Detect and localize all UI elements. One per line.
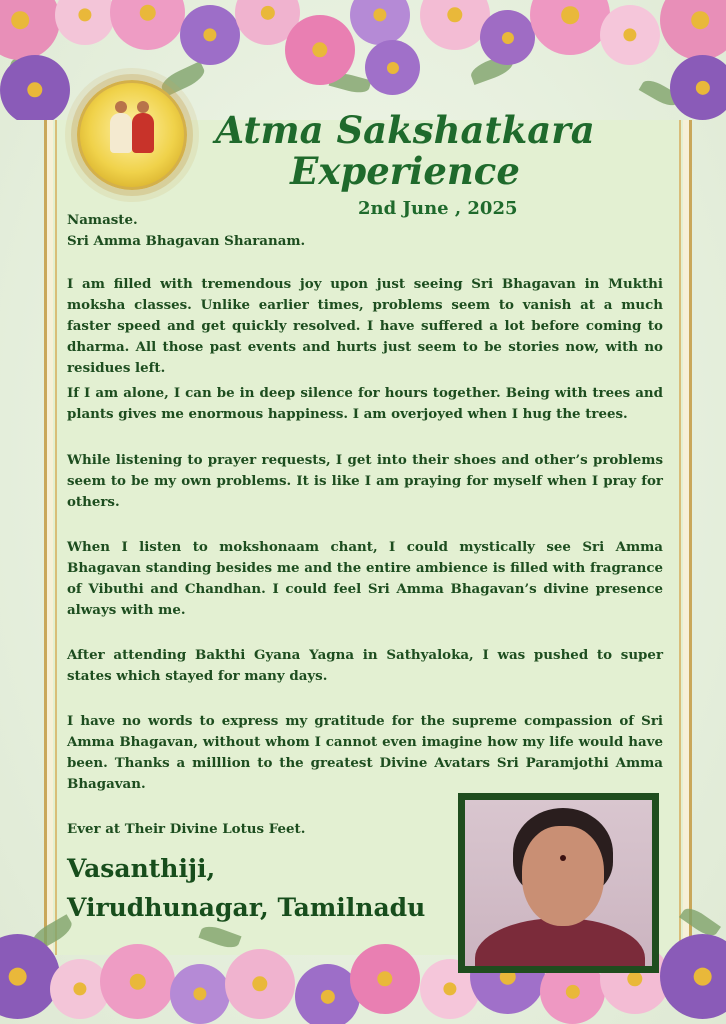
closing-text: Ever at Their Divine Lotus Feet. xyxy=(67,821,306,837)
greeting xyxy=(67,210,663,252)
paragraph xyxy=(67,450,663,513)
date-text: 2nd June , 2025 xyxy=(358,198,518,219)
page-title: Atma Sakshatkara xyxy=(215,108,595,152)
paragraph-text: When I listen to mokshonaam chant, I could mystically see Sri Amma Bhagavan standing besides me and the entire ambience is filled with fragrance of Vibuthi and Chandhan. I could feel Sri Amma Bhagavan’s divine presence always with me. xyxy=(67,539,663,618)
paragraph-text: I have no words to express my gratitude for the supreme compassion of Sri Amma Bhagavan, without whom I cannot even imagine how my life would have been. Thanks a milllion to the greatest Divine Avatars Sri Paramjothi Amma Bhagavan. xyxy=(67,713,663,792)
frame-line-left xyxy=(55,120,57,955)
frame-line-right xyxy=(679,120,681,955)
paragraph xyxy=(67,274,663,379)
greeting-line: Namaste. xyxy=(67,212,138,228)
paragraph-text: If I am alone, I can be in deep silence for hours together. Being with trees and plants gives me enormous happiness. I am overjoyed when I hug the trees. xyxy=(67,385,663,422)
page-title-line2: Experience xyxy=(290,149,520,193)
paragraph xyxy=(67,383,663,425)
paragraph xyxy=(67,711,663,795)
greeting-line: Sri Amma Bhagavan Sharanam. xyxy=(67,233,306,249)
paragraph xyxy=(67,645,663,687)
deity-figure-icon xyxy=(132,113,154,153)
closing-line xyxy=(67,819,447,840)
paragraph-text: While listening to prayer requests, I get into their shoes and other’s problems seem to be my own problems. It is like I am praying for myself when I pray for others. xyxy=(67,452,663,510)
signature-name: Vasanthiji, xyxy=(67,854,216,883)
author-photo xyxy=(458,793,659,973)
paragraph-text: After attending Bakthi Gyana Yagna in Sathyaloka, I was pushed to super states which stayed for many days. xyxy=(67,647,663,684)
signature-place: Virudhunagar, Tamilnadu xyxy=(67,893,426,922)
deity-figure-icon xyxy=(110,113,132,153)
paragraph xyxy=(67,537,663,621)
deity-medallion xyxy=(77,80,187,190)
paragraph-text: I am filled with tremendous joy upon just seeing Sri Bhagavan in Mukthi moksha classes. Unlike earlier times, problems seem to vanish at a much faster speed and get quickly resolved. I have suffered a lot before coming to dharma. All those past events and hurts just seem to be stories now, with no residues left. xyxy=(67,276,663,376)
